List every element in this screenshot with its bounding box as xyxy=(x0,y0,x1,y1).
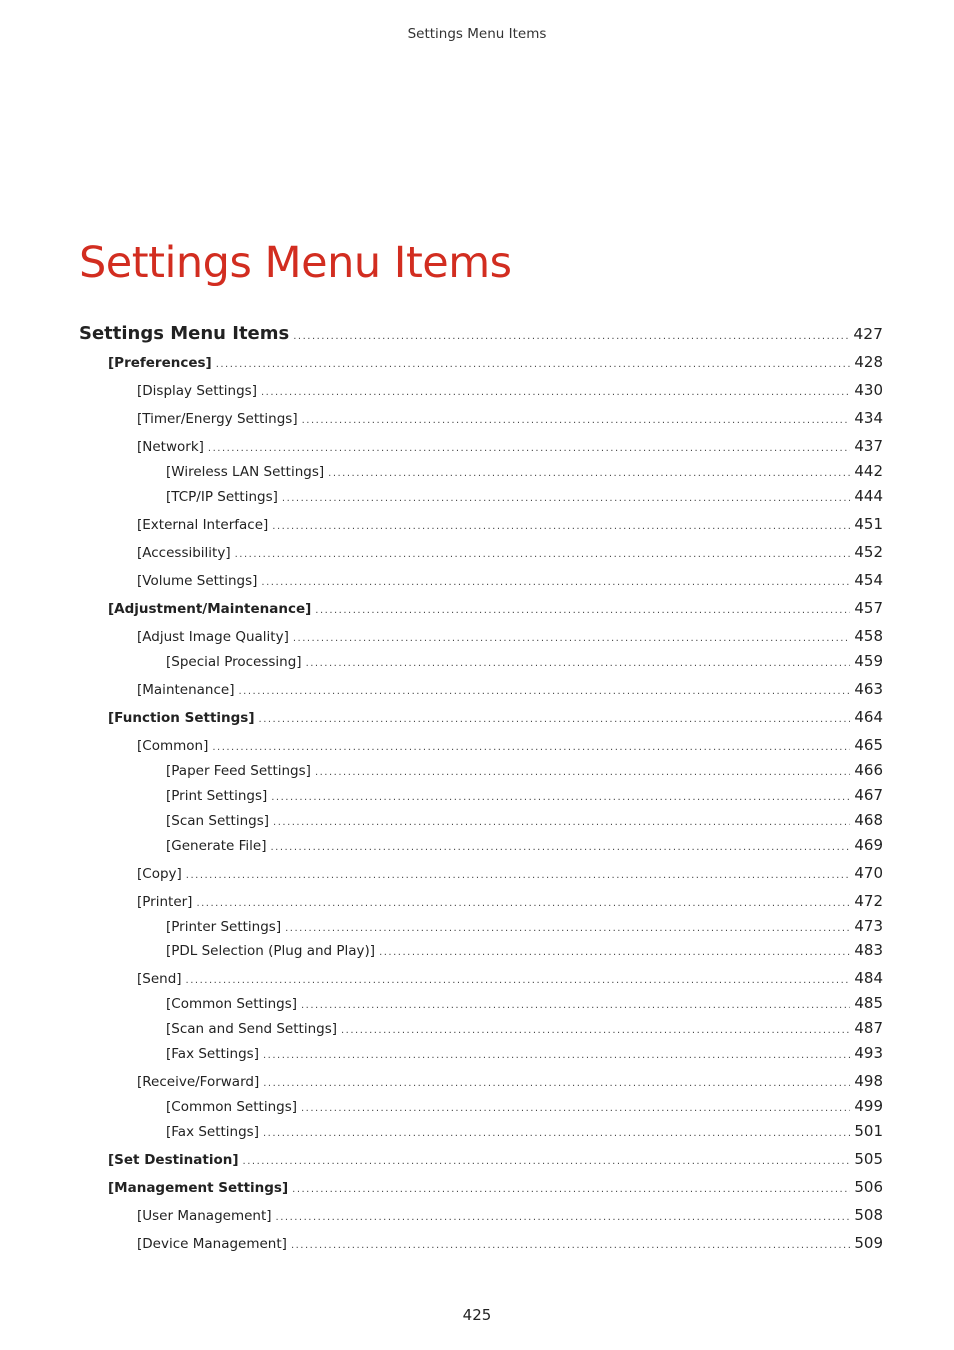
toc-entry-title: [Maintenance] xyxy=(137,682,235,698)
toc-entry[interactable] xyxy=(166,994,883,1012)
dot-leader xyxy=(272,521,850,532)
dot-leader xyxy=(261,577,850,588)
toc-entry[interactable] xyxy=(166,487,883,505)
toc-entry-page: 427 xyxy=(853,325,883,343)
toc-entry-page: 487 xyxy=(854,1019,883,1037)
toc-entry-page: 434 xyxy=(854,409,883,427)
toc-entry-title: [Fax Settings] xyxy=(166,1046,259,1062)
toc-entry-title: [Fax Settings] xyxy=(166,1124,259,1140)
toc-entry-page: 457 xyxy=(854,599,883,617)
dot-leader xyxy=(292,1184,850,1195)
toc-entry-page: 454 xyxy=(854,571,883,589)
toc-entry[interactable] xyxy=(166,811,883,829)
toc-entry-title: [Adjust Image Quality] xyxy=(137,629,289,645)
toc-entry[interactable] xyxy=(137,627,883,645)
dot-leader xyxy=(271,792,850,803)
toc-entry-title: [External Interface] xyxy=(137,517,269,533)
toc-entry-title: [Send] xyxy=(137,971,182,987)
toc-entry[interactable] xyxy=(166,462,883,480)
chapter-title: Settings Menu Items xyxy=(79,238,512,288)
toc-entry-page: 484 xyxy=(854,969,883,987)
toc-entry[interactable] xyxy=(108,1178,883,1196)
toc-entry[interactable] xyxy=(137,864,883,882)
dot-leader xyxy=(276,1212,851,1223)
toc-entry[interactable] xyxy=(137,1206,883,1224)
toc-entry-page: 498 xyxy=(854,1072,883,1090)
dot-leader xyxy=(302,415,851,426)
toc-entry-page: 466 xyxy=(854,761,883,779)
dot-leader xyxy=(301,1000,850,1011)
toc-entry-title: [Device Management] xyxy=(137,1236,287,1252)
dot-leader xyxy=(301,1103,850,1114)
dot-leader xyxy=(186,870,851,881)
dot-leader xyxy=(216,359,851,370)
toc-entry-page: 472 xyxy=(854,892,883,910)
toc-entry[interactable] xyxy=(137,515,883,533)
toc-entry-page: 468 xyxy=(854,811,883,829)
toc-entry[interactable] xyxy=(137,381,883,399)
toc-entry[interactable] xyxy=(166,786,883,804)
toc-entry-page: 483 xyxy=(854,941,883,959)
dot-leader xyxy=(263,1128,850,1139)
toc-entry-page: 437 xyxy=(854,437,883,455)
toc-entry[interactable] xyxy=(137,736,883,754)
toc-entry[interactable] xyxy=(108,599,883,617)
toc-entry-title: [Receive/Forward] xyxy=(137,1074,260,1090)
dot-leader xyxy=(235,549,851,560)
toc-entry[interactable] xyxy=(137,1072,883,1090)
toc-entry-title: [Volume Settings] xyxy=(137,573,258,589)
toc-entry-title: [Copy] xyxy=(137,866,182,882)
toc-entry-title: [Print Settings] xyxy=(166,788,268,804)
dot-leader xyxy=(212,742,850,753)
dot-leader xyxy=(259,714,851,725)
toc-entry-title: [Common Settings] xyxy=(166,1099,297,1115)
dot-leader xyxy=(341,1025,850,1036)
toc-entry[interactable] xyxy=(166,761,883,779)
toc-entry-title: [User Management] xyxy=(137,1208,272,1224)
dot-leader xyxy=(379,947,850,958)
toc-entry-title: [Common] xyxy=(137,738,209,754)
toc-entry-page: 444 xyxy=(854,487,883,505)
toc-entry[interactable] xyxy=(79,323,883,344)
toc-entry[interactable] xyxy=(166,1097,883,1115)
toc-entry-title: [Accessibility] xyxy=(137,545,231,561)
toc-entry[interactable] xyxy=(137,892,883,910)
toc-entry-title: [Wireless LAN Settings] xyxy=(166,464,325,480)
toc-entry[interactable] xyxy=(166,941,883,959)
toc-entry-title: [Network] xyxy=(137,439,204,455)
dot-leader xyxy=(315,767,850,778)
toc-entry-page: 509 xyxy=(854,1234,883,1252)
toc-entry-title: [TCP/IP Settings] xyxy=(166,489,278,505)
toc-entry-page: 465 xyxy=(854,736,883,754)
dot-leader xyxy=(315,605,850,616)
dot-leader xyxy=(196,898,850,909)
toc-entry[interactable] xyxy=(137,543,883,561)
toc-entry-title: [Scan and Send Settings] xyxy=(166,1021,337,1037)
toc-entry-page: 464 xyxy=(854,708,883,726)
toc-entry-title: [Printer Settings] xyxy=(166,919,282,935)
dot-leader xyxy=(261,387,850,398)
toc-entry-title: [Special Processing] xyxy=(166,654,302,670)
toc-entry[interactable] xyxy=(166,1019,883,1037)
toc-entry-title: [Common Settings] xyxy=(166,996,297,1012)
toc-entry[interactable] xyxy=(166,652,883,670)
toc-entry-page: 467 xyxy=(854,786,883,804)
dot-leader xyxy=(293,633,851,644)
toc-entry[interactable] xyxy=(108,708,883,726)
toc-entry-page: 458 xyxy=(854,627,883,645)
toc-entry[interactable] xyxy=(166,1044,883,1062)
toc-entry-page: 501 xyxy=(854,1122,883,1140)
toc-entry[interactable] xyxy=(137,437,883,455)
dot-leader xyxy=(282,493,850,504)
toc-entry-page: 508 xyxy=(854,1206,883,1224)
dot-leader xyxy=(273,817,850,828)
dot-leader xyxy=(291,1240,850,1251)
toc-entry-title: [Management Settings] xyxy=(108,1180,289,1196)
dot-leader xyxy=(328,468,850,479)
toc-entry-title: Settings Menu Items xyxy=(79,323,290,344)
toc-entry-title: [Printer] xyxy=(137,894,193,910)
toc-entry-page: 430 xyxy=(854,381,883,399)
page-number: 425 xyxy=(462,1306,492,1324)
dot-leader xyxy=(306,658,851,669)
toc-entry-title: [Set Destination] xyxy=(108,1152,239,1168)
toc-entry-page: 428 xyxy=(854,353,883,371)
toc-entry[interactable] xyxy=(108,353,883,371)
dot-leader xyxy=(293,331,849,342)
toc-entry-title: [Adjustment/Maintenance] xyxy=(108,601,312,617)
toc-entry-page: 493 xyxy=(854,1044,883,1062)
dot-leader xyxy=(238,686,850,697)
toc-entry-page: 463 xyxy=(854,680,883,698)
toc-entry[interactable] xyxy=(137,409,883,427)
dot-leader xyxy=(270,842,850,853)
toc-entry-title: [Preferences] xyxy=(108,355,212,371)
dot-leader xyxy=(285,923,850,934)
toc-entry[interactable] xyxy=(137,969,883,987)
toc-entry-page: 452 xyxy=(854,543,883,561)
toc-entry-page: 451 xyxy=(854,515,883,533)
dot-leader xyxy=(186,975,851,986)
toc-entry[interactable] xyxy=(108,1150,883,1168)
toc-entry-title: [Display Settings] xyxy=(137,383,257,399)
toc-entry-page: 485 xyxy=(854,994,883,1012)
running-header: Settings Menu Items xyxy=(407,26,547,42)
toc-entry-page: 499 xyxy=(854,1097,883,1115)
toc-entry-page: 459 xyxy=(854,652,883,670)
dot-leader xyxy=(263,1050,850,1061)
dot-leader xyxy=(208,443,850,454)
toc-entry[interactable] xyxy=(166,836,883,854)
toc-entry[interactable] xyxy=(137,571,883,589)
toc-entry-title: [Generate File] xyxy=(166,838,267,854)
toc-entry-title: [Timer/Energy Settings] xyxy=(137,411,298,427)
toc-entry-title: [Paper Feed Settings] xyxy=(166,763,311,779)
toc-entry-page: 469 xyxy=(854,836,883,854)
toc-entry-title: [Function Settings] xyxy=(108,710,255,726)
toc-entry[interactable] xyxy=(166,1122,883,1140)
toc-entry-page: 473 xyxy=(854,917,883,935)
toc-entry-page: 505 xyxy=(854,1150,883,1168)
toc-entry-title: [Scan Settings] xyxy=(166,813,270,829)
toc-entry[interactable] xyxy=(137,680,883,698)
toc-entry-page: 442 xyxy=(854,462,883,480)
toc-entry[interactable] xyxy=(166,917,883,935)
toc-entry-title: [PDL Selection (Plug and Play)] xyxy=(166,943,376,959)
dot-leader xyxy=(243,1156,851,1167)
toc-entry[interactable] xyxy=(137,1234,883,1252)
toc-entry-page: 506 xyxy=(854,1178,883,1196)
dot-leader xyxy=(263,1078,850,1089)
toc-entry-page: 470 xyxy=(854,864,883,882)
